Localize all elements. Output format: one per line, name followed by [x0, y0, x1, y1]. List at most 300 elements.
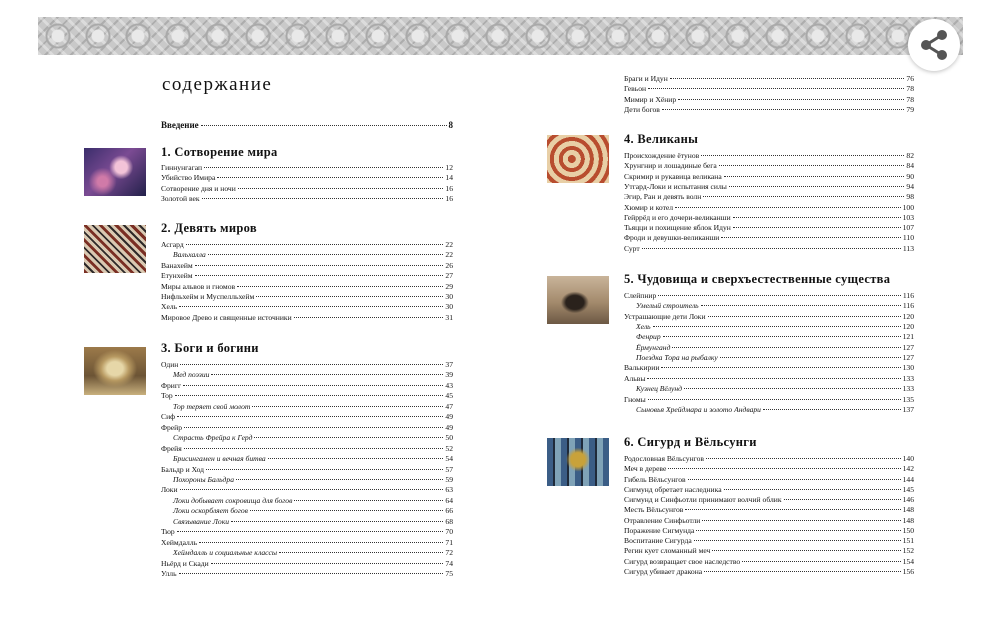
rider-horse-image: [547, 276, 609, 324]
entry-title: Меч в дереве: [624, 464, 667, 474]
toc-entry: [624, 485, 914, 495]
entry-page: 144: [902, 474, 914, 484]
dot-leader: [256, 296, 443, 297]
entry-title: Тьяцци и похищение яблок Идун: [624, 223, 731, 233]
dot-leader: [199, 542, 443, 543]
intro-page: 8: [448, 120, 453, 130]
dot-leader: [733, 217, 901, 218]
entry-page: 59: [445, 474, 453, 484]
entry-page: 63: [445, 485, 453, 495]
ornamental-header-band: [38, 17, 963, 55]
entry-page: 98: [906, 192, 914, 202]
toc-entry: [624, 395, 914, 405]
dot-leader: [688, 479, 901, 480]
entry-title: Локи добывает сокровища для богов: [173, 495, 293, 505]
toc-subentry: [636, 301, 914, 311]
toc-entry: [161, 271, 453, 281]
entry-page: 78: [906, 84, 914, 94]
dot-leader: [653, 326, 901, 327]
entry-title: Фроди и девушки-великанши: [624, 233, 720, 243]
entry-title: Альвы: [624, 373, 646, 383]
entry-page: 12: [445, 163, 453, 172]
entry-title: Ёрмунганд: [636, 342, 671, 352]
entry-title: Тор: [161, 391, 173, 401]
entry-page: 39: [445, 370, 453, 380]
toc-subentry: [636, 332, 914, 342]
entry-title: Улль: [161, 569, 177, 578]
toc-entry: [624, 505, 914, 515]
dot-leader: [252, 406, 443, 407]
dot-leader: [195, 265, 444, 266]
toc-entry: [161, 173, 453, 183]
dot-leader: [202, 198, 444, 199]
entry-title: Поражение Сигмунда: [624, 525, 695, 535]
chapter-title: 6. Сигурд и Вёльсунги: [624, 435, 757, 449]
dot-leader: [663, 336, 901, 337]
toc-subentry: [173, 402, 453, 412]
dot-leader: [642, 248, 901, 249]
dot-leader: [648, 399, 901, 400]
entry-page: 121: [902, 332, 914, 342]
entry-page: 107: [902, 223, 914, 233]
entry-page: 142: [902, 464, 914, 474]
chapter-title: 1. Сотворение мира: [161, 145, 278, 159]
entry-title: Фенрир: [636, 332, 661, 342]
entry-title: Ванахейм: [161, 260, 193, 270]
toc-subentry: [173, 496, 453, 506]
toc-entry: [624, 172, 914, 182]
toc-entry: [624, 95, 914, 105]
toc-entry: [624, 567, 914, 577]
toc-entry: [624, 312, 914, 322]
entry-title: Устрашающие дети Локи: [624, 311, 706, 321]
entry-page: 156: [902, 566, 914, 576]
toc-entry: [161, 184, 453, 194]
entry-page: 140: [902, 454, 914, 463]
entry-title: Сиф: [161, 412, 176, 422]
dot-leader: [675, 207, 901, 208]
dot-leader: [211, 563, 444, 564]
entry-page: 110: [902, 233, 914, 243]
dot-leader: [704, 571, 900, 572]
entry-page: 49: [445, 412, 453, 422]
dot-leader: [685, 509, 900, 510]
entry-page: 68: [445, 516, 453, 526]
entry-page: 151: [902, 536, 914, 545]
entry-title: Гиннунгагап: [161, 163, 203, 172]
entry-title: Убийство Имира: [161, 173, 216, 183]
entry-page: 133: [902, 373, 914, 383]
entry-title: Гевьон: [624, 84, 647, 94]
entry-page: 45: [445, 391, 453, 401]
entry-title: Хеймдалль: [161, 537, 198, 547]
entry-title: Страсть Фрейра к Герд: [173, 433, 253, 443]
toc-subentry: [636, 322, 914, 332]
toc-entry: [161, 444, 453, 454]
toc-entry: [624, 526, 914, 536]
entry-page: 94: [906, 181, 914, 191]
entry-title: Месть Вёльсунгов: [624, 505, 684, 515]
entry-page: 120: [902, 311, 914, 321]
dot-leader: [668, 468, 900, 469]
toc-entry: [161, 423, 453, 433]
entry-page: 84: [906, 161, 914, 171]
entry-title: Фригг: [161, 380, 182, 390]
toc-entry: [624, 203, 914, 213]
entry-title: Вальхалла: [173, 250, 206, 260]
toc-entry: [161, 412, 453, 422]
dot-leader: [712, 550, 900, 551]
dot-leader: [294, 500, 443, 501]
entry-title: Хрунгнир и лошадиные бега: [624, 161, 717, 171]
dot-leader: [237, 286, 443, 287]
toc-entry: [624, 516, 914, 526]
toc-entry: [161, 261, 453, 271]
entry-title: Хеймдалль и социальные классы: [173, 548, 278, 558]
dot-leader: [784, 499, 901, 500]
toc-entry: [161, 485, 453, 495]
entry-title: Брисингамен и вечная битва: [173, 454, 266, 464]
entry-page: 22: [445, 250, 453, 260]
toc-entry: [161, 391, 453, 401]
toc-subentry: [173, 370, 453, 380]
toc-entry: [624, 213, 914, 223]
share-button[interactable]: [908, 19, 960, 71]
entry-page: 27: [445, 271, 453, 281]
entry-title: Сигурд возвращает свое наследство: [624, 556, 741, 566]
entry-page: 52: [445, 443, 453, 453]
toc-entry: [624, 223, 914, 233]
toc-entry: [624, 151, 914, 161]
dot-leader: [236, 479, 443, 480]
toc-subentry: [173, 475, 453, 485]
entry-page: 30: [445, 292, 453, 301]
entry-title: Мировое Древо и священные источники: [161, 312, 292, 322]
dot-leader: [672, 347, 900, 348]
entry-title: Сигмунд и Синфьотли принимают волчий облик: [624, 495, 782, 504]
entry-title: Браги и Идун: [624, 74, 668, 83]
entry-page: 37: [445, 360, 453, 369]
entry-title: Сыновья Хрейдмара и золото Андвари: [636, 404, 761, 414]
dot-leader: [658, 295, 901, 296]
entry-title: Етунхейм: [161, 271, 193, 281]
entry-page: 57: [445, 464, 453, 474]
toc-entry: [624, 105, 914, 115]
cosmic-nebula-image: [84, 148, 146, 196]
dot-leader: [684, 388, 901, 389]
entry-page: 148: [902, 505, 914, 515]
toc-subentry: [173, 250, 453, 260]
entry-page: 146: [902, 495, 914, 504]
chapter-title: 3. Боги и богини: [161, 341, 259, 355]
dot-leader: [763, 409, 901, 410]
dot-leader: [208, 254, 444, 255]
entry-page: 71: [445, 537, 453, 547]
dot-leader: [720, 357, 901, 358]
entry-page: 150: [902, 525, 914, 535]
dot-leader: [708, 316, 901, 317]
chapter-title: 2. Девять миров: [161, 221, 257, 235]
dot-leader: [183, 385, 443, 386]
entry-page: 154: [902, 556, 914, 566]
entry-page: 49: [445, 422, 453, 432]
entry-title: Происхождение ётунов: [624, 151, 700, 160]
giants-carving-image: [547, 135, 609, 183]
entry-title: Дети богов: [624, 105, 660, 115]
toc-entry: [161, 569, 453, 579]
dot-leader: [724, 176, 905, 177]
dot-leader: [206, 469, 443, 470]
dot-leader: [703, 196, 904, 197]
entry-title: Эгир, Ран и девять волн: [624, 192, 702, 202]
entry-page: 130: [902, 363, 914, 373]
dot-leader: [742, 561, 900, 562]
dot-leader: [184, 427, 443, 428]
entry-page: 82: [906, 151, 914, 160]
entry-title: Поездка Тора на рыбалку: [636, 353, 718, 363]
entry-title: Сигмунд обретает наследника: [624, 484, 722, 494]
entry-page: 152: [902, 546, 914, 556]
entry-page: 16: [445, 183, 453, 193]
entry-title: Нифльхейм и Муспелльхейм: [161, 292, 255, 301]
entry-page: 22: [445, 240, 453, 249]
entry-page: 135: [902, 394, 914, 404]
entry-page: 78: [906, 94, 914, 104]
toc-entry: [624, 546, 914, 556]
entry-title: Хель: [161, 302, 178, 312]
entry-page: 70: [445, 527, 453, 537]
entry-title: Гибель Вёльсунгов: [624, 474, 686, 484]
dot-leader: [721, 237, 901, 238]
toc-entry: [624, 291, 914, 301]
dot-leader: [670, 78, 905, 79]
dot-leader: [268, 458, 444, 459]
share-icon: [917, 28, 951, 62]
toc-subentry: [636, 384, 914, 394]
dot-leader: [724, 489, 901, 490]
entry-title: Локи: [161, 485, 178, 495]
toc-entry: [624, 464, 914, 474]
entry-title: Тор теряет свой молот: [173, 401, 251, 411]
entry-title: Скримир и рукавица великана: [624, 171, 722, 181]
entry-page: 47: [445, 401, 453, 411]
toc-entry: [624, 192, 914, 202]
toc-entry: [161, 240, 453, 250]
entry-title: Миры альвов и гномов: [161, 281, 236, 291]
entry-title: Сигурд убивает дракона: [624, 566, 703, 576]
dot-leader: [204, 167, 443, 168]
entry-title: Утгард-Локи и испытания силы: [624, 181, 727, 191]
dot-leader: [729, 186, 905, 187]
toc-entry: [161, 194, 453, 204]
entry-page: 30: [445, 302, 453, 312]
chapter-title: 5. Чудовища и сверхъестественные существа: [624, 272, 891, 286]
entry-title: Валькирии: [624, 363, 660, 373]
dot-leader: [231, 521, 443, 522]
entry-title: Тюр: [161, 527, 175, 537]
dot-leader: [733, 227, 901, 228]
entry-page: 72: [445, 548, 453, 558]
dot-leader: [179, 306, 443, 307]
entry-page: 64: [445, 495, 453, 505]
toc-entry: [624, 536, 914, 546]
dot-leader: [661, 367, 900, 368]
entry-title: Асгард: [161, 240, 184, 249]
entry-title: Отравление Синфьотли: [624, 515, 701, 525]
entry-title: Похороны Бальдра: [173, 474, 234, 484]
toc-subentry: [636, 353, 914, 363]
toc-entry: [624, 233, 914, 243]
toc-title: содержание: [162, 74, 273, 95]
entry-page: 31: [445, 312, 453, 322]
entry-page: 43: [445, 380, 453, 390]
dot-leader: [719, 165, 905, 166]
dot-leader: [706, 458, 901, 459]
entry-page: 26: [445, 260, 453, 270]
dot-leader: [217, 177, 443, 178]
toc-entry: [161, 559, 453, 569]
entry-page: 75: [445, 569, 453, 578]
dot-leader: [678, 99, 904, 100]
entry-title: Мимир и Хёнир: [624, 94, 677, 104]
toc-subentry: [636, 405, 914, 415]
toc-subentry: [636, 343, 914, 353]
dot-leader: [180, 364, 443, 365]
dot-leader: [184, 448, 444, 449]
dot-leader: [195, 275, 444, 276]
entry-title: Хель: [636, 322, 651, 332]
dot-leader: [696, 530, 900, 531]
toc-entry: [624, 182, 914, 192]
dot-leader: [647, 378, 900, 379]
toc-entry: [624, 161, 914, 171]
dot-leader: [662, 109, 905, 110]
dot-leader: [702, 520, 900, 521]
toc-entry: [624, 495, 914, 505]
toc-entry: [161, 381, 453, 391]
chapter-title: 4. Великаны: [624, 132, 699, 146]
entry-title: Сотворение дня и ночи: [161, 183, 236, 193]
knot-ornament-image: [84, 225, 146, 273]
dot-leader: [648, 88, 904, 89]
entry-page: 29: [445, 281, 453, 291]
entry-page: 116: [902, 291, 914, 300]
entry-page: 66: [445, 506, 453, 516]
toc-entry: [624, 454, 914, 464]
entry-page: 54: [445, 454, 453, 464]
toc-entry: [624, 374, 914, 384]
toc-entry: [161, 292, 453, 302]
entry-title: Золотой век: [161, 193, 200, 203]
entry-title: Гномы: [624, 394, 646, 404]
toc-entry: [161, 465, 453, 475]
entry-title: Бальдр и Ход: [161, 464, 205, 474]
toc-entry: [161, 163, 453, 173]
stained-glass-image: [547, 438, 609, 486]
toc-subentry: [173, 548, 453, 558]
toc-subentry: [173, 517, 453, 527]
entry-page: 133: [902, 384, 914, 394]
toc-entry: [624, 74, 914, 84]
entry-page: 120: [902, 322, 914, 332]
entry-title: Связывание Локи: [173, 516, 230, 526]
toc-entry: [624, 84, 914, 94]
entry-page: 74: [445, 558, 453, 568]
toc-entry: [161, 360, 453, 370]
dot-leader: [294, 317, 444, 318]
entry-title: Один: [161, 360, 179, 369]
entry-page: 137: [902, 404, 914, 414]
entry-page: 127: [902, 342, 914, 352]
toc-entry: [624, 244, 914, 254]
entry-page: 16: [445, 193, 453, 203]
entry-page: 79: [906, 105, 914, 115]
toc-entry: [161, 302, 453, 312]
entry-title: Кузнец Вёлунд: [636, 384, 682, 394]
toc-subentry: [173, 506, 453, 516]
dot-leader: [238, 188, 444, 189]
entry-page: 116: [902, 301, 914, 311]
entry-title: Слейпнир: [624, 291, 657, 300]
dot-leader: [180, 489, 444, 490]
toc-entry: [161, 313, 453, 323]
entry-page: 100: [902, 202, 914, 212]
entry-title: Мед поэзии: [173, 370, 210, 380]
toc-entry: [624, 475, 914, 485]
toc-entry: [161, 538, 453, 548]
dot-leader: [279, 552, 443, 553]
dot-leader: [201, 125, 447, 126]
toc-entry: [624, 363, 914, 373]
entry-title: Воспитание Сигурда: [624, 536, 692, 545]
dot-leader: [701, 155, 904, 156]
dot-leader: [694, 540, 901, 541]
dot-leader: [254, 437, 443, 438]
entry-page: 103: [902, 212, 914, 222]
toc-intro-row: [161, 119, 453, 131]
entry-page: 127: [902, 353, 914, 363]
dot-leader: [175, 395, 444, 396]
entry-page: 113: [902, 243, 914, 253]
entry-title: Гейррёд и его дочери-великанши: [624, 212, 731, 222]
entry-page: 90: [906, 171, 914, 181]
entry-title: Родословная Вёльсунгов: [624, 454, 704, 463]
entry-page: 76: [906, 74, 914, 83]
dot-leader: [211, 374, 443, 375]
dot-leader: [179, 573, 444, 574]
toc-entry: [624, 557, 914, 567]
toc-subentry: [173, 454, 453, 464]
dot-leader: [186, 244, 444, 245]
entry-title: Сурт: [624, 243, 640, 253]
entry-page: 50: [445, 433, 453, 443]
golden-figure-image: [84, 347, 146, 395]
toc-subentry: [173, 433, 453, 443]
dot-leader: [177, 416, 443, 417]
dot-leader: [177, 531, 444, 532]
intro-label: Введение: [161, 120, 199, 130]
entry-title: Фрейя: [161, 443, 182, 453]
toc-entry: [161, 527, 453, 537]
dot-leader: [250, 510, 444, 511]
entry-title: Регин кует сломанный меч: [624, 546, 711, 556]
entry-title: Локи оскорбляет богов: [173, 506, 248, 516]
entry-page: 145: [902, 484, 914, 494]
entry-page: 148: [902, 515, 914, 525]
entry-title: Хюмир и котел: [624, 202, 674, 212]
entry-title: Ньёрд и Скади: [161, 558, 209, 568]
entry-page: 14: [445, 173, 453, 183]
